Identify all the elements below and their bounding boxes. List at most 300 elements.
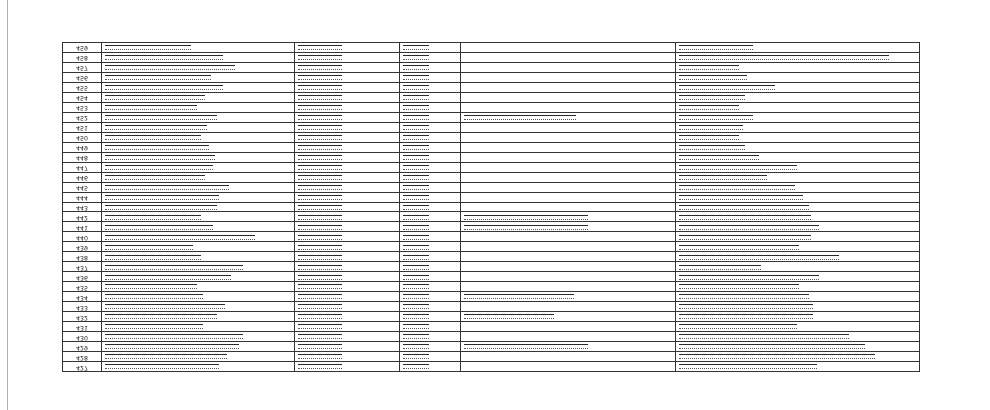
handwritten-script-mark	[403, 45, 429, 50]
handwritten-script-mark	[105, 275, 231, 280]
field-a-cell	[295, 82, 400, 92]
handwritten-script-mark	[105, 165, 213, 170]
handwritten-script-mark	[298, 115, 342, 120]
handwritten-script-mark	[105, 145, 209, 150]
handwritten-script-mark	[298, 284, 342, 289]
row-number: 441	[76, 223, 88, 231]
note-cell	[461, 112, 676, 122]
handwritten-script-mark	[105, 364, 219, 369]
name-cell	[102, 122, 295, 132]
handwritten-script-mark	[105, 185, 229, 190]
handwritten-script-mark	[105, 235, 255, 240]
name-cell	[102, 292, 295, 302]
handwritten-script-mark	[403, 125, 429, 130]
description-cell	[676, 222, 920, 232]
description-cell	[676, 112, 920, 122]
field-a-cell	[295, 202, 400, 212]
table-row	[63, 342, 920, 352]
row-number: 437	[76, 263, 88, 271]
description-cell	[676, 232, 920, 242]
handwritten-script-mark	[679, 75, 747, 80]
name-cell	[102, 222, 295, 232]
note-cell	[461, 302, 676, 312]
table-row	[63, 252, 920, 262]
row-number: 453	[76, 104, 88, 112]
handwritten-script-mark	[298, 135, 342, 140]
row-number-cell	[63, 252, 102, 262]
field-a-cell	[295, 312, 400, 322]
handwritten-script-mark	[403, 255, 429, 260]
name-cell	[102, 352, 295, 362]
row-number: 430	[76, 333, 88, 341]
row-number-cell	[63, 43, 102, 53]
note-cell	[461, 232, 676, 242]
description-cell	[676, 43, 920, 53]
handwritten-script-mark	[105, 225, 213, 230]
row-number-cell	[63, 232, 102, 242]
field-a-cell	[295, 352, 400, 362]
description-cell	[676, 142, 920, 152]
note-cell	[461, 62, 676, 72]
handwritten-script-mark	[403, 55, 429, 60]
field-b-cell	[400, 172, 461, 182]
handwritten-script-mark	[403, 265, 429, 270]
note-cell	[461, 82, 676, 92]
note-cell	[461, 182, 676, 192]
name-cell	[102, 242, 295, 252]
name-cell	[102, 43, 295, 53]
handwritten-script-mark	[403, 225, 429, 230]
field-a-cell	[295, 242, 400, 252]
handwritten-script-mark	[679, 304, 813, 309]
handwritten-script-mark	[403, 334, 429, 339]
handwritten-script-mark	[464, 314, 554, 319]
field-a-cell	[295, 262, 400, 272]
handwritten-script-mark	[298, 145, 342, 150]
table-row	[63, 43, 920, 53]
name-cell	[102, 362, 295, 372]
row-number: 440	[76, 233, 88, 241]
row-number: 431	[76, 323, 88, 331]
handwritten-script-mark	[679, 314, 813, 319]
field-b-cell	[400, 132, 461, 142]
handwritten-script-mark	[403, 284, 429, 289]
field-a-cell	[295, 182, 400, 192]
description-cell	[676, 282, 920, 292]
handwritten-script-mark	[105, 75, 211, 80]
table-row	[63, 362, 920, 372]
field-a-cell	[295, 142, 400, 152]
row-number: 455	[76, 84, 88, 92]
handwritten-script-mark	[679, 165, 797, 170]
name-cell	[102, 262, 295, 272]
row-number: 444	[76, 194, 88, 202]
handwritten-script-mark	[105, 115, 217, 120]
handwritten-script-mark	[403, 175, 429, 180]
handwritten-script-mark	[298, 324, 342, 329]
handwritten-script-mark	[403, 314, 429, 319]
note-cell	[461, 212, 676, 222]
handwritten-script-mark	[105, 125, 207, 130]
field-a-cell	[295, 222, 400, 232]
handwritten-script-mark	[464, 294, 574, 299]
field-b-cell	[400, 332, 461, 342]
scanned-ledger-page	[62, 42, 920, 372]
field-a-cell	[295, 43, 400, 53]
handwritten-script-mark	[679, 354, 875, 359]
row-number: 448	[76, 154, 88, 162]
row-number-cell	[63, 72, 102, 82]
description-cell	[676, 92, 920, 102]
description-cell	[676, 152, 920, 162]
handwritten-script-mark	[679, 275, 819, 280]
handwritten-script-mark	[105, 45, 191, 50]
row-number: 439	[76, 243, 88, 251]
handwritten-script-mark	[298, 314, 342, 319]
handwritten-script-mark	[464, 115, 576, 120]
table-row	[63, 352, 920, 362]
handwritten-script-mark	[679, 364, 817, 369]
handwritten-script-mark	[403, 364, 429, 369]
handwritten-script-mark	[679, 55, 889, 60]
row-number-cell	[63, 212, 102, 222]
note-cell	[461, 52, 676, 62]
field-b-cell	[400, 352, 461, 362]
note-cell	[461, 252, 676, 262]
description-cell	[676, 172, 920, 182]
description-cell	[676, 182, 920, 192]
field-a-cell	[295, 132, 400, 142]
row-number: 443	[76, 203, 88, 211]
table-row	[63, 172, 920, 182]
description-cell	[676, 312, 920, 322]
field-b-cell	[400, 362, 461, 372]
table-row	[63, 202, 920, 212]
row-number: 436	[76, 273, 88, 281]
field-a-cell	[295, 152, 400, 162]
table-row	[63, 292, 920, 302]
table-row	[63, 262, 920, 272]
handwritten-script-mark	[298, 364, 342, 369]
description-cell	[676, 262, 920, 272]
handwritten-script-mark	[403, 135, 429, 140]
description-cell	[676, 292, 920, 302]
table-row	[63, 112, 920, 122]
note-cell	[461, 242, 676, 252]
handwritten-script-mark	[679, 294, 809, 299]
handwritten-script-mark	[298, 185, 342, 190]
handwritten-script-mark	[298, 265, 342, 270]
table-row	[63, 322, 920, 332]
handwritten-script-mark	[403, 115, 429, 120]
handwritten-script-mark	[679, 265, 761, 270]
field-b-cell	[400, 62, 461, 72]
description-cell	[676, 252, 920, 262]
description-cell	[676, 242, 920, 252]
handwritten-script-mark	[298, 215, 342, 220]
table-row	[63, 92, 920, 102]
row-number-cell	[63, 122, 102, 132]
name-cell	[102, 282, 295, 292]
description-cell	[676, 132, 920, 142]
field-a-cell	[295, 162, 400, 172]
field-b-cell	[400, 312, 461, 322]
ledger-table	[62, 42, 920, 372]
name-cell	[102, 202, 295, 212]
handwritten-script-mark	[679, 245, 799, 250]
field-a-cell	[295, 292, 400, 302]
handwritten-script-mark	[403, 65, 429, 70]
field-b-cell	[400, 43, 461, 53]
name-cell	[102, 312, 295, 322]
field-a-cell	[295, 102, 400, 112]
handwritten-script-mark	[298, 294, 342, 299]
field-a-cell	[295, 332, 400, 342]
field-a-cell	[295, 62, 400, 72]
row-number-cell	[63, 262, 102, 272]
field-b-cell	[400, 72, 461, 82]
name-cell	[102, 212, 295, 222]
name-cell	[102, 142, 295, 152]
field-b-cell	[400, 282, 461, 292]
table-row	[63, 52, 920, 62]
handwritten-script-mark	[403, 205, 429, 210]
field-a-cell	[295, 112, 400, 122]
row-number-cell	[63, 152, 102, 162]
handwritten-script-mark	[403, 235, 429, 240]
name-cell	[102, 272, 295, 282]
field-a-cell	[295, 72, 400, 82]
field-b-cell	[400, 52, 461, 62]
handwritten-script-mark	[403, 195, 429, 200]
note-cell	[461, 332, 676, 342]
table-row	[63, 102, 920, 112]
handwritten-script-mark	[679, 215, 811, 220]
handwritten-script-mark	[679, 205, 809, 210]
handwritten-script-mark	[403, 275, 429, 280]
handwritten-script-mark	[298, 255, 342, 260]
table-row	[63, 272, 920, 282]
name-cell	[102, 82, 295, 92]
table-row	[63, 142, 920, 152]
row-number-cell	[63, 312, 102, 322]
row-number: 450	[76, 134, 88, 142]
handwritten-script-mark	[679, 344, 865, 349]
handwritten-script-mark	[464, 225, 588, 230]
handwritten-script-mark	[403, 344, 429, 349]
handwritten-script-mark	[403, 294, 429, 299]
description-cell	[676, 212, 920, 222]
handwritten-script-mark	[403, 245, 429, 250]
field-b-cell	[400, 82, 461, 92]
row-number-cell	[63, 272, 102, 282]
handwritten-script-mark	[105, 215, 201, 220]
handwritten-script-mark	[403, 165, 429, 170]
row-number-cell	[63, 172, 102, 182]
handwritten-script-mark	[679, 155, 759, 160]
field-b-cell	[400, 342, 461, 352]
description-cell	[676, 192, 920, 202]
field-a-cell	[295, 122, 400, 132]
row-number-cell	[63, 92, 102, 102]
table-row	[63, 132, 920, 142]
note-cell	[461, 292, 676, 302]
handwritten-script-mark	[403, 215, 429, 220]
handwritten-script-mark	[298, 354, 342, 359]
field-a-cell	[295, 282, 400, 292]
name-cell	[102, 102, 295, 112]
handwritten-script-mark	[679, 85, 775, 90]
handwritten-script-mark	[679, 95, 745, 100]
description-cell	[676, 102, 920, 112]
field-b-cell	[400, 252, 461, 262]
handwritten-script-mark	[105, 205, 217, 210]
handwritten-script-mark	[298, 205, 342, 210]
name-cell	[102, 112, 295, 122]
row-number-cell	[63, 192, 102, 202]
handwritten-script-mark	[105, 155, 215, 160]
row-number: 429	[76, 343, 88, 351]
row-number-cell	[63, 142, 102, 152]
table-row	[63, 312, 920, 322]
table-row	[63, 212, 920, 222]
row-number: 447	[76, 164, 88, 172]
name-cell	[102, 132, 295, 142]
description-cell	[676, 202, 920, 212]
handwritten-script-mark	[298, 105, 342, 110]
name-cell	[102, 162, 295, 172]
note-cell	[461, 172, 676, 182]
description-cell	[676, 162, 920, 172]
note-cell	[461, 352, 676, 362]
row-number: 457	[76, 64, 88, 72]
description-cell	[676, 302, 920, 312]
handwritten-script-mark	[298, 155, 342, 160]
row-number-cell	[63, 222, 102, 232]
handwritten-script-mark	[679, 334, 849, 339]
table-row	[63, 332, 920, 342]
note-cell	[461, 202, 676, 212]
description-cell	[676, 82, 920, 92]
handwritten-script-mark	[403, 354, 429, 359]
field-b-cell	[400, 142, 461, 152]
handwritten-script-mark	[105, 354, 227, 359]
note-cell	[461, 282, 676, 292]
note-cell	[461, 192, 676, 202]
row-number-cell	[63, 322, 102, 332]
handwritten-script-mark	[105, 245, 193, 250]
row-number-cell	[63, 182, 102, 192]
handwritten-script-mark	[298, 85, 342, 90]
handwritten-script-mark	[105, 344, 239, 349]
table-row	[63, 222, 920, 232]
name-cell	[102, 252, 295, 262]
handwritten-script-mark	[679, 125, 743, 130]
field-b-cell	[400, 122, 461, 132]
row-number: 428	[76, 353, 88, 361]
handwritten-script-mark	[298, 165, 342, 170]
row-number: 442	[76, 213, 88, 221]
handwritten-script-mark	[298, 275, 342, 280]
note-cell	[461, 92, 676, 102]
table-row	[63, 152, 920, 162]
field-b-cell	[400, 92, 461, 102]
description-cell	[676, 62, 920, 72]
handwritten-script-mark	[105, 324, 203, 329]
note-cell	[461, 72, 676, 82]
field-b-cell	[400, 302, 461, 312]
row-number-cell	[63, 242, 102, 252]
row-number-cell	[63, 362, 102, 372]
row-number-cell	[63, 342, 102, 352]
field-b-cell	[400, 262, 461, 272]
handwritten-script-mark	[298, 95, 342, 100]
row-number: 451	[76, 124, 88, 132]
handwritten-script-mark	[105, 304, 225, 309]
row-number-cell	[63, 352, 102, 362]
note-cell	[461, 312, 676, 322]
table-row	[63, 192, 920, 202]
note-cell	[461, 152, 676, 162]
handwritten-script-mark	[679, 65, 739, 70]
row-number: 445	[76, 184, 88, 192]
field-b-cell	[400, 322, 461, 332]
note-cell	[461, 362, 676, 372]
field-a-cell	[295, 212, 400, 222]
name-cell	[102, 192, 295, 202]
row-number-cell	[63, 62, 102, 72]
table-row	[63, 62, 920, 72]
handwritten-script-mark	[298, 334, 342, 339]
field-a-cell	[295, 232, 400, 242]
description-cell	[676, 342, 920, 352]
handwritten-script-mark	[298, 245, 342, 250]
handwritten-script-mark	[403, 324, 429, 329]
field-b-cell	[400, 152, 461, 162]
note-cell	[461, 342, 676, 352]
row-number-cell	[63, 302, 102, 312]
handwritten-script-mark	[105, 294, 203, 299]
handwritten-script-mark	[298, 304, 342, 309]
handwritten-script-mark	[105, 175, 205, 180]
field-a-cell	[295, 322, 400, 332]
handwritten-script-mark	[403, 185, 429, 190]
handwritten-script-mark	[298, 45, 342, 50]
field-b-cell	[400, 202, 461, 212]
row-number-cell	[63, 162, 102, 172]
name-cell	[102, 172, 295, 182]
handwritten-script-mark	[464, 215, 588, 220]
field-b-cell	[400, 212, 461, 222]
row-number: 458	[76, 54, 88, 62]
handwritten-script-mark	[679, 145, 745, 150]
note-cell	[461, 142, 676, 152]
handwritten-script-mark	[679, 185, 795, 190]
row-number: 433	[76, 303, 88, 311]
field-b-cell	[400, 272, 461, 282]
row-number-cell	[63, 282, 102, 292]
row-number: 459	[76, 44, 88, 52]
field-a-cell	[295, 272, 400, 282]
handwritten-script-mark	[679, 324, 797, 329]
row-number-cell	[63, 112, 102, 122]
note-cell	[461, 262, 676, 272]
handwritten-script-mark	[105, 55, 223, 60]
description-cell	[676, 352, 920, 362]
field-b-cell	[400, 102, 461, 112]
table-row	[63, 232, 920, 242]
table-row	[63, 182, 920, 192]
